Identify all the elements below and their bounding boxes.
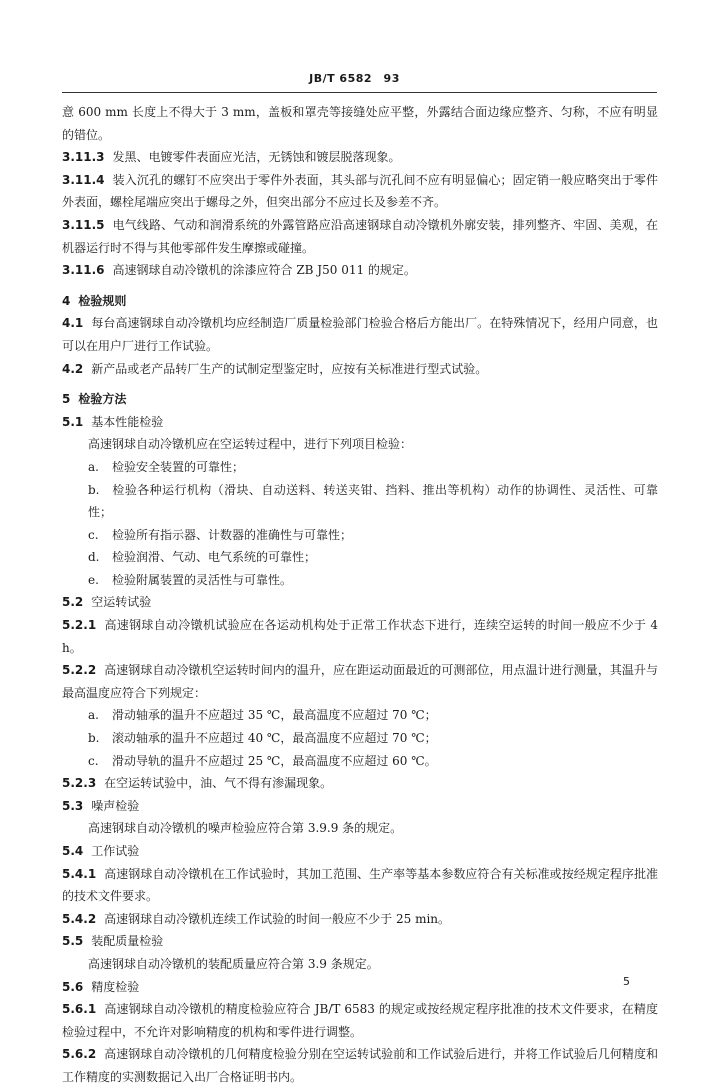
paragraph: 高速钢球自动冷镦机应在空运转过程中，进行下列项目检验： bbox=[88, 437, 413, 452]
page-number: 5 bbox=[623, 975, 630, 988]
list-item-text: 滚动轴承的温升不应超过 40 ℃，最高温度不应超过 70 ℃； bbox=[112, 731, 437, 746]
clause-number: 5.5 bbox=[62, 934, 84, 949]
clause bbox=[62, 840, 658, 863]
list-item-text: 检验所有指示器、计数器的准确性与可靠性； bbox=[112, 527, 353, 542]
clause-text: 高速钢球自动冷镦机的几何精度检验分别在空运转试验前和工作试验后进行，并将工作试验后几何精度和工作精度的实测数据记入出厂合格证明书内。 bbox=[62, 1047, 658, 1084]
clause-text: 高速钢球自动冷镦机试验应在各运动机构处于正常工作状态下进行，连续空运转的时间一般应不少于 4 h。 bbox=[62, 618, 658, 655]
clause bbox=[62, 614, 658, 659]
header-rule bbox=[62, 92, 657, 93]
section-title: 检验规则 bbox=[78, 293, 127, 308]
clause-number: 5.6.1 bbox=[62, 1002, 97, 1017]
clause bbox=[62, 1043, 658, 1088]
clause-text: 高速钢球自动冷镦机的精度检验应符合 JB/T 6583 的规定或按经规定程序批准的技术文件要求，在精度检验过程中，不允许对影响精度的机构和零件进行调整。 bbox=[62, 1002, 658, 1039]
clause-text: 基本性能检验 bbox=[91, 414, 164, 429]
section-number: 4 bbox=[62, 293, 71, 308]
clause-number: 5.2.2 bbox=[62, 663, 97, 678]
clause-number: 5.6.2 bbox=[62, 1047, 97, 1062]
clause-text: 每台高速钢球自动冷镦机均应经制造厂质量检验部门检验合格后方能出厂。在特殊情况下，经用户同意，也可以在用户厂进行工作试验。 bbox=[62, 316, 658, 353]
clause-text: 高速钢球自动冷镦机的涂漆应符合 ZB J50 011 的规定。 bbox=[112, 263, 416, 278]
list-item bbox=[62, 479, 658, 524]
clause bbox=[62, 863, 658, 908]
list-item bbox=[62, 524, 658, 547]
clause-text: 噪声检验 bbox=[91, 798, 140, 813]
list-item bbox=[62, 727, 658, 750]
clause bbox=[62, 358, 658, 381]
list-item-text: 检验附属装置的灵活性与可靠性。 bbox=[112, 572, 293, 587]
clause bbox=[62, 908, 658, 931]
clause-number: 3.11.6 bbox=[62, 263, 105, 278]
list-item-text: 滑动导轨的温升不应超过 25 ℃，最高温度不应超过 60 ℃。 bbox=[112, 753, 437, 768]
clause-text: 装配质量检验 bbox=[91, 934, 164, 949]
clause-text: 新产品或老产品转厂生产的试制定型鉴定时，应按有关标准进行型式试验。 bbox=[91, 361, 488, 376]
list-item-letter: b. bbox=[88, 731, 100, 746]
clause-number: 4.2 bbox=[62, 361, 84, 376]
clause-number: 5.4.2 bbox=[62, 911, 97, 926]
clause-number: 5.2.3 bbox=[62, 776, 97, 791]
list-item bbox=[62, 750, 658, 773]
clause-number: 3.11.5 bbox=[62, 217, 105, 232]
clause-text: 在空运转试验中，油、气不得有渗漏现象。 bbox=[104, 776, 333, 791]
document-body bbox=[62, 101, 658, 1089]
clause bbox=[62, 976, 658, 999]
list-item-letter: d. bbox=[88, 550, 100, 565]
paragraph: 高速钢球自动冷镦机的噪声检验应符合第 3.9.9 条的规定。 bbox=[88, 821, 403, 836]
section-heading bbox=[62, 380, 658, 411]
clause-text: 意 600 mm 长度上不得大于 3 mm，盖板和罩壳等接缝处应平整，外露结合面边缘应整齐、匀称，不应有明显的错位。 bbox=[62, 105, 658, 142]
clause-text: 精度检验 bbox=[91, 979, 140, 994]
list-item-letter: c. bbox=[88, 527, 99, 542]
list-item bbox=[62, 704, 658, 727]
list-item-text: 检验润滑、气动、电气系统的可靠性； bbox=[112, 550, 317, 565]
clause-number: 5.6 bbox=[62, 979, 84, 994]
clause bbox=[62, 214, 658, 259]
page-header: JB/T 6582 93 bbox=[309, 72, 400, 85]
list-item-text: 检验各种运行机构（滑块、自动送料、转送夹钳、挡料、推出等机构）动作的协调性、灵活性、可靠性； bbox=[88, 482, 658, 520]
section-heading bbox=[62, 282, 658, 313]
clause-text: 发黑、电镀零件表面应光洁，无锈蚀和镀层脱落现象。 bbox=[112, 150, 401, 165]
list-item-text: 检验安全装置的可靠性； bbox=[112, 459, 245, 474]
clause-text: 高速钢球自动冷镦机空运转时间内的温升，应在距运动面最近的可测部位，用点温计进行测量，其温升与最高温度应符合下列规定： bbox=[62, 663, 658, 700]
clause-text: 装入沉孔的螺钉不应突出于零件外表面，其头部与沉孔间不应有明显偏心；固定销一般应略突出于零件外表面，螺栓尾端应突出于螺母之外，但突出部分不应过长及参差不齐。 bbox=[62, 172, 658, 210]
list-item bbox=[62, 456, 658, 479]
clause-text: 空运转试验 bbox=[91, 595, 152, 610]
clause bbox=[62, 659, 658, 704]
list-item-letter: c. bbox=[88, 753, 99, 768]
clause bbox=[62, 591, 658, 614]
clause-number: 5.2.1 bbox=[62, 618, 97, 633]
section-title: 检验方法 bbox=[78, 392, 127, 407]
clause-number: 5.3 bbox=[62, 798, 84, 813]
clause-number: 5.4 bbox=[62, 844, 84, 858]
list-item-letter: e. bbox=[88, 572, 99, 587]
list-item-letter: a. bbox=[88, 459, 99, 474]
clause bbox=[62, 259, 658, 282]
clause-text: 电气线路、气动和润滑系统的外露管路应沿高速钢球自动冷镦机外廓安装，排列整齐、牢固、美观，在机器运行时不得与其他零部件发生摩擦或碰撞。 bbox=[62, 217, 658, 255]
paragraph bbox=[62, 101, 658, 146]
paragraph: 高速钢球自动冷镦机的装配质量应符合第 3.9 条规定。 bbox=[88, 956, 379, 971]
clause-number: 5.1 bbox=[62, 414, 84, 429]
list-item-letter: b. bbox=[88, 482, 100, 497]
clause-text: 高速钢球自动冷镦机连续工作试验的时间一般应不少于 25 min。 bbox=[104, 911, 451, 926]
clause-text: 高速钢球自动冷镦机在工作试验时，其加工范围、生产率等基本参数应符合有关标准或按经规定程序批准的技术文件要求。 bbox=[62, 866, 658, 904]
clause bbox=[62, 146, 658, 169]
list-item bbox=[62, 569, 658, 592]
clause bbox=[62, 998, 658, 1043]
clause bbox=[62, 930, 658, 953]
clause bbox=[62, 795, 658, 818]
clause bbox=[62, 411, 658, 434]
clause-number: 4.1 bbox=[62, 316, 84, 331]
clause-number: 5.2 bbox=[62, 595, 84, 610]
list-item-text: 滑动轴承的温升不应超过 35 ℃，最高温度不应超过 70 ℃； bbox=[112, 708, 437, 723]
clause-text: 工作试验 bbox=[91, 844, 140, 858]
clause bbox=[62, 169, 658, 214]
list-item-letter: a. bbox=[88, 708, 99, 723]
clause-number: 3.11.3 bbox=[62, 150, 105, 165]
clause-number: 5.4.1 bbox=[62, 866, 97, 881]
section-number: 5 bbox=[62, 392, 71, 407]
clause-number: 3.11.4 bbox=[62, 172, 105, 187]
list-item bbox=[62, 546, 658, 569]
clause bbox=[62, 772, 658, 795]
clause bbox=[62, 312, 658, 357]
